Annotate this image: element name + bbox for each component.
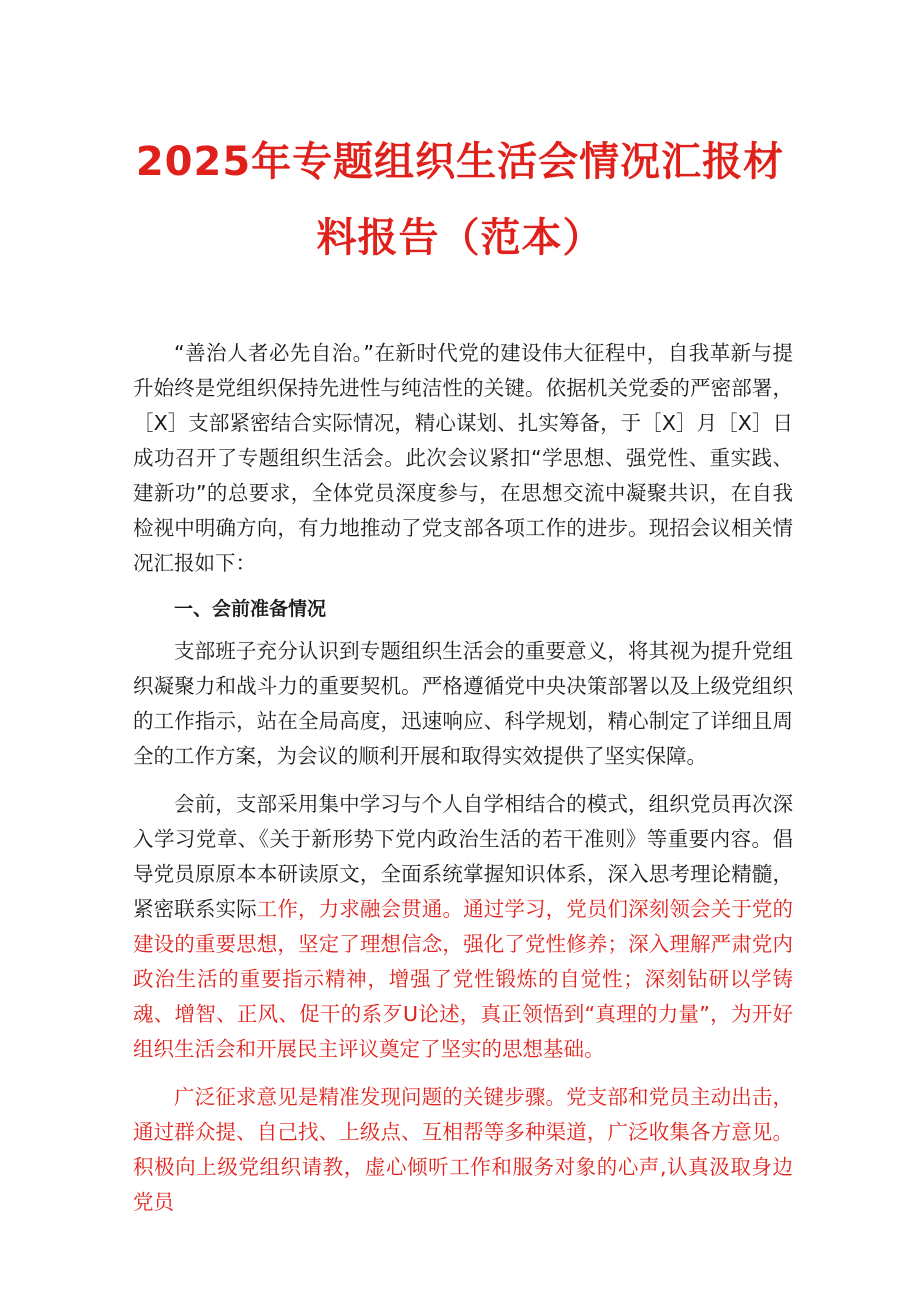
document-body — [133, 336, 793, 1220]
section-heading: 一、会前准备情况 — [174, 598, 327, 620]
document-title-line-2: 料报告（范本） — [316, 215, 604, 261]
section-paragraph-3: 广泛征求意见是精准发现问题的关键步骤。党支部和党员主动出击，通过群众提、自己找、上级点、互相帮等多种渠道，广泛收集各方意见。积极向上级党组织请教，虚心倾听工作和服务对象的心声,认真汲取身边党员 — [133, 1085, 793, 1214]
intro-paragraph: “善治人者必先自治。”在新时代党的建设伟大征程中，自我革新与提升始终是党组织保持先进性与纯洁性的关键。依据机关党委的严密部署，［X］支部紧密结合实际情况，精心谋划、扎实筹备，于［X］月［X］日成功召开了专题组织生活会。此次会议紧扣“学思想、强党性、重实践、建新功”的总要求，全体党员深度参与，在思想交流中凝聚共识，在自我检视中明确方向，有力地推动了党支部各项工作的进步。现招会议相关情况汇报如下： — [133, 341, 793, 575]
document-title-line-1: 2025年专题组织生活会情况汇报材 — [135, 139, 785, 185]
paragraph-2-text: 会前，支部采用集中学习与个人自学相结合的模式，组织党员再次深入学习党章、《关于新形势下党内政治生活的若干准则》等重要内容。倡导党员原原本本研读原文，全面系统掌握知识体系，深入思考理论精髓，紧密联系实际 — [133, 792, 793, 921]
section-paragraph-1: 支部班子充分认识到专题组织生活会的重要意义，将其视为提升党组织凝聚力和战斗力的重要契机。严格遵循党中央决策部署以及上级党组织的工作指示，站在全局高度，迅速响应、科学规划，精心制定了详细且周全的工作方案，为会议的顺利开展和取得实效提供了坚实保障。 — [133, 639, 793, 768]
section-paragraph-2 — [133, 787, 793, 1067]
paragraph-2-highlighted-text: 工作，力求融会贯通。通过学习，党员们深刻领会关于党的建设的重要思想，坚定了理想信念，强化了党性修养；深入理解严肃党内政治生活的重要指示精神，增强了党性锻炼的自觉性；深刻钻研以学铸魂、增智、正风、促干的系歹U论述，真正领悟到“真理的力量”，为开好组织生活会和开展民主评议奠定了坚实的思想基础。 — [133, 897, 794, 1061]
